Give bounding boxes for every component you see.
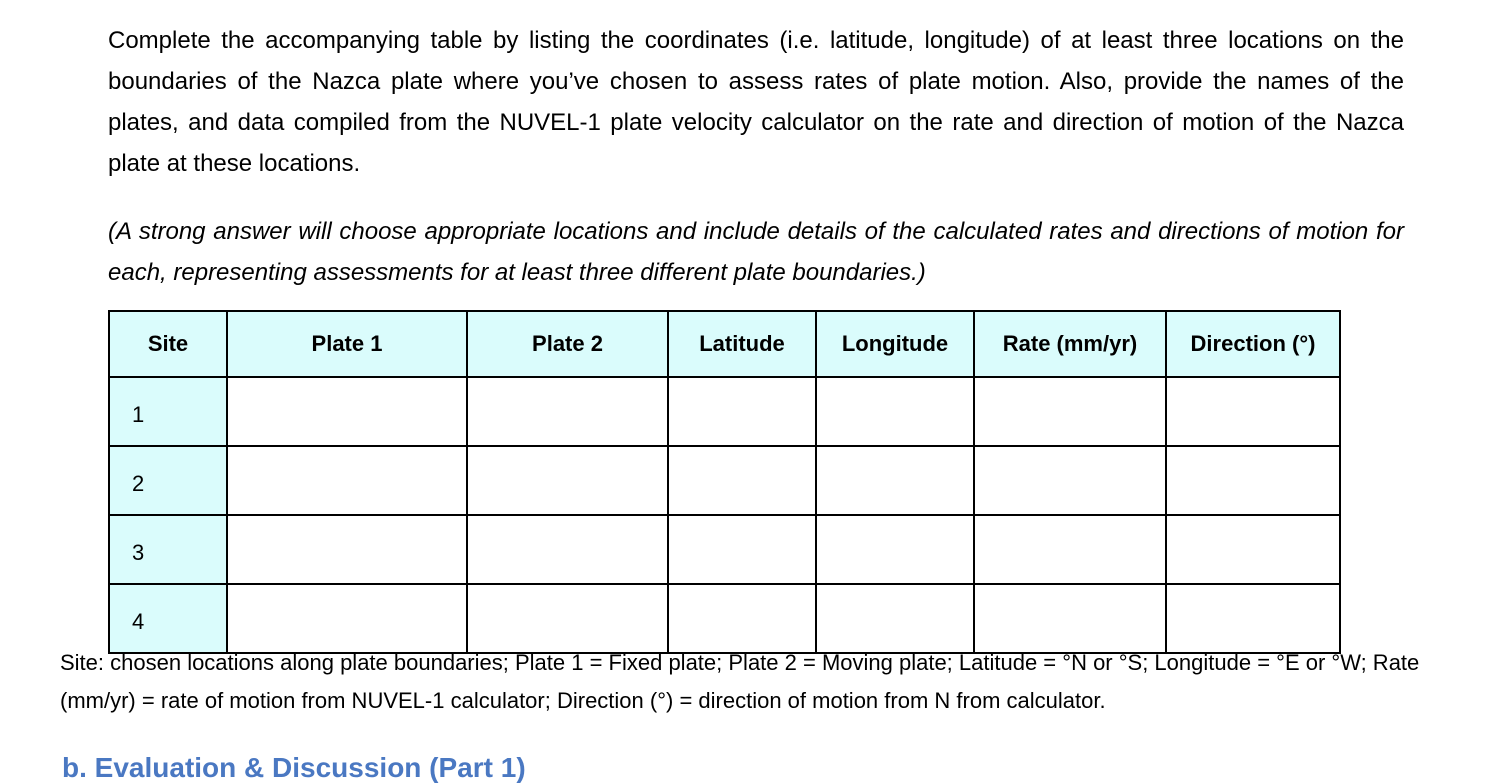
- header-longitude: Longitude: [816, 311, 974, 377]
- plate-2-cell[interactable]: [467, 377, 668, 446]
- site-cell: 3: [109, 515, 227, 584]
- plate-1-cell[interactable]: [227, 515, 467, 584]
- table-row: [109, 446, 1340, 515]
- direction-cell[interactable]: [1166, 446, 1340, 515]
- direction-cell[interactable]: [1166, 515, 1340, 584]
- table-row: [109, 377, 1340, 446]
- rate-cell[interactable]: [974, 377, 1166, 446]
- rate-cell[interactable]: [974, 584, 1166, 653]
- plate-1-cell[interactable]: [227, 446, 467, 515]
- site-cell: 2: [109, 446, 227, 515]
- direction-cell[interactable]: [1166, 584, 1340, 653]
- table-footnote: Site: chosen locations along plate boundaries; Plate 1 = Fixed plate; Plate 2 = Moving plate; Latitude = °N or °S; Longitude = °E or °W; Rate (mm/yr) = rate of motion from NUVEL-1 calculator; Direction (°) = direction of motion from N from calculator.: [60, 650, 1420, 713]
- latitude-cell[interactable]: [668, 446, 816, 515]
- plate-1-cell[interactable]: [227, 377, 467, 446]
- rate-cell[interactable]: [974, 515, 1166, 584]
- direction-cell[interactable]: [1166, 377, 1340, 446]
- table-row: [109, 515, 1340, 584]
- header-plate-1: Plate 1: [227, 311, 467, 377]
- header-site: Site: [109, 311, 227, 377]
- latitude-cell[interactable]: [668, 377, 816, 446]
- longitude-cell[interactable]: [816, 584, 974, 653]
- instructions-note: (A strong answer will choose appropriate locations and include details of the calculated rates and directions of motion for each, representing assessments for at least three different plate boundaries.): [108, 218, 1404, 286]
- longitude-cell[interactable]: [816, 377, 974, 446]
- header-direction: Direction (°): [1166, 311, 1340, 377]
- longitude-cell[interactable]: [816, 515, 974, 584]
- header-plate-2: Plate 2: [467, 311, 668, 377]
- plate-2-cell[interactable]: [467, 515, 668, 584]
- table-row: [109, 584, 1340, 653]
- latitude-cell[interactable]: [668, 584, 816, 653]
- latitude-cell[interactable]: [668, 515, 816, 584]
- table-header-row: [109, 311, 1340, 377]
- plate-1-cell[interactable]: [227, 584, 467, 653]
- plate-motion-table: [108, 310, 1341, 654]
- plate-2-cell[interactable]: [467, 446, 668, 515]
- next-section-heading: b. Evaluation & Discussion (Part 1): [62, 752, 526, 783]
- header-rate: Rate (mm/yr): [974, 311, 1166, 377]
- rate-cell[interactable]: [974, 446, 1166, 515]
- site-cell: 4: [109, 584, 227, 653]
- site-cell: 1: [109, 377, 227, 446]
- longitude-cell[interactable]: [816, 446, 974, 515]
- instructions-paragraph: Complete the accompanying table by listing the coordinates (i.e. latitude, longitude) of at least three locations on the boundaries of the Nazca plate where you’ve chosen to assess rates of plate motion. Also, provide the names of the plates, and data compiled from the NUVEL-1 plate velocity calculator on the rate and direction of motion of the Nazca plate at these locations.: [108, 27, 1404, 177]
- header-latitude: Latitude: [668, 311, 816, 377]
- plate-2-cell[interactable]: [467, 584, 668, 653]
